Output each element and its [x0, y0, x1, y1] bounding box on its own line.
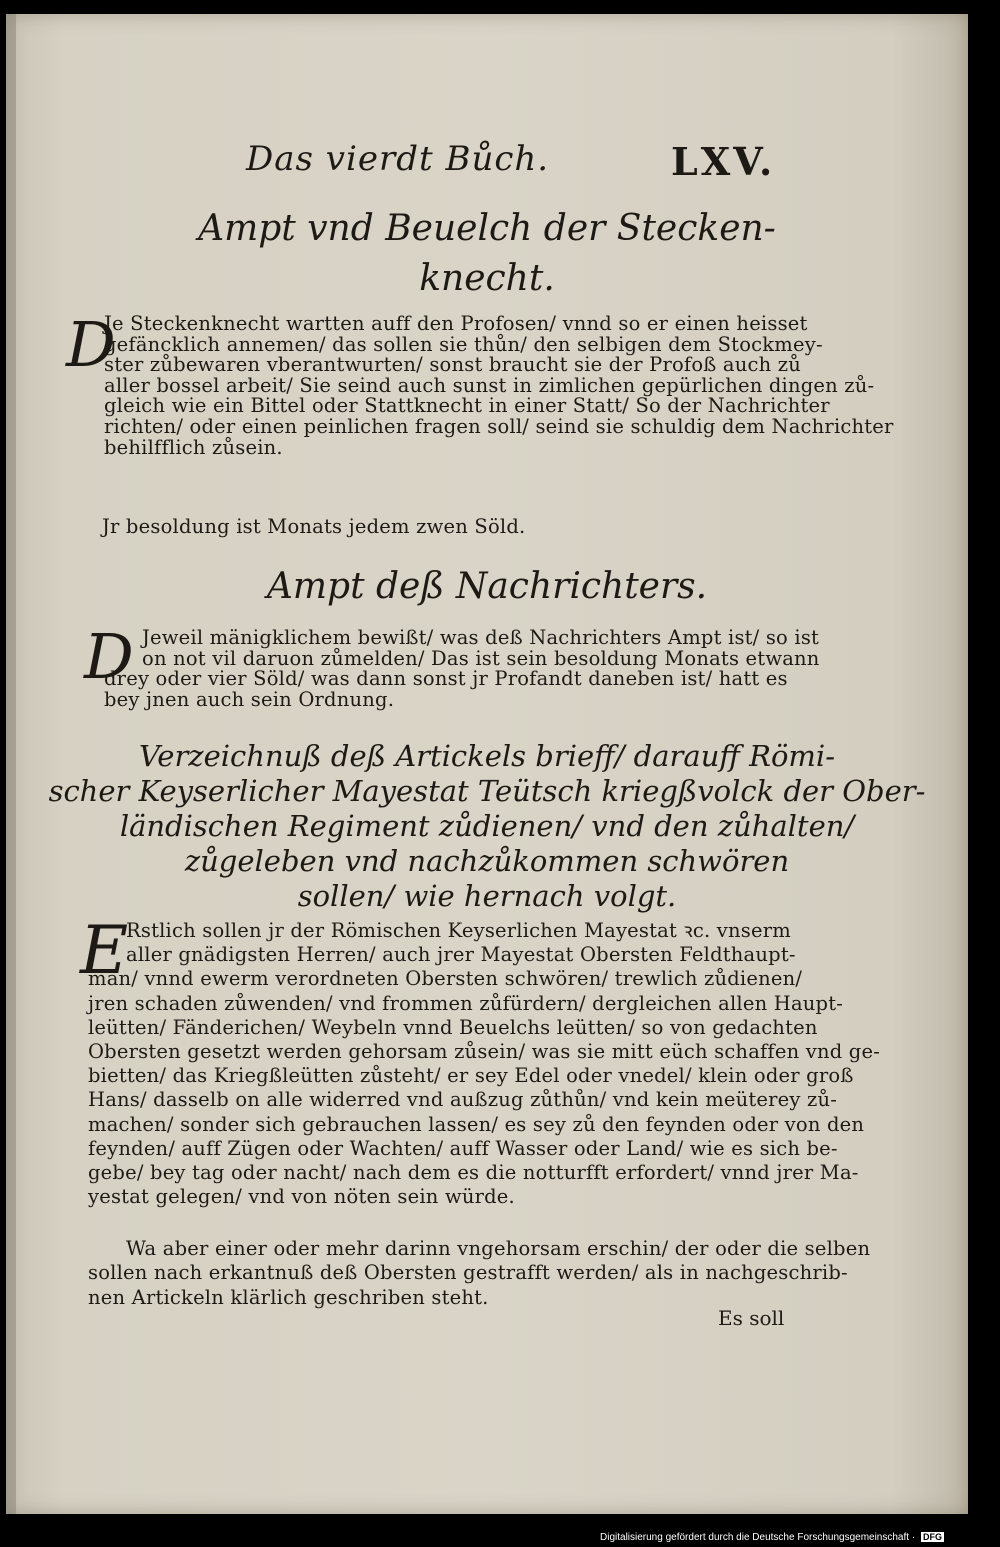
heading-line: ländischen Regiment zůdienen/ vnd den zůhalten/ — [119, 809, 855, 843]
heading-line: zůgeleben vnd nachzůkommen schwören — [184, 844, 790, 878]
digitization-credit — [600, 1532, 944, 1543]
heading-line: Verzeichnuß deß Artickels brieff/ darauff Römi- — [139, 739, 835, 773]
drop-cap: D — [84, 620, 134, 693]
section3-paragraph-2 — [88, 1237, 870, 1310]
heading-line: sollen/ wie hernach volgt. — [297, 879, 677, 913]
text-line: gleich wie ein Bittel oder Stattknecht in einer Statt/ So der Nachrichter — [104, 394, 830, 418]
section2-heading: Ampt deß Nachrichters. — [266, 566, 708, 607]
heading-line: scher Keyserlicher Mayestat Teütsch kriegßvolck der Ober- — [48, 774, 926, 808]
text-line: aller bossel arbeit/ Sie seind auch sunst in zimlichen gepürlichen dingen zů- — [104, 373, 875, 397]
text-line: Wa aber einer oder mehr darinn vngehorsam erschin/ der oder die selben — [126, 1237, 871, 1260]
section1-heading — [6, 204, 968, 304]
text-line: behilfflich zůsein. — [104, 435, 283, 459]
drop-cap: D — [66, 308, 116, 381]
heading-line: knecht. — [419, 258, 555, 299]
folio-number: LXV. — [671, 139, 776, 184]
text-line: bey jnen auch sein Ordnung. — [104, 687, 395, 711]
section1-paragraph — [104, 314, 894, 458]
text-line: Rstlich sollen jr der Römischen Keyserlichen Mayestat ꝛc. vnserm — [126, 919, 791, 942]
dfg-logo: DFG — [922, 1532, 942, 1542]
text-line: jren schaden zůwenden/ vnd frommen zůfürdern/ dergleichen allen Haupt- — [88, 991, 844, 1015]
text-line: feynden/ auff Zügen oder Wachten/ auff Wasser oder Land/ wie es sich be- — [88, 1136, 838, 1160]
text-line: gebe/ bey tag oder nacht/ nach dem es die notturfft erfordert/ vnnd jrer Ma- — [88, 1161, 859, 1185]
text-line: Hans/ dasselb on alle widerred vnd außzug zůthůn/ vnd kein meüterey zů- — [88, 1088, 838, 1112]
text-line: drey oder vier Söld/ was dann sonst jr Profandt daneben ist/ hatt es — [104, 667, 788, 691]
heading-line: Ampt vnd Beuelch der Stecken- — [198, 208, 776, 249]
text-line: sollen nach erkantnuß deß Obersten gestrafft werden/ als in nachgeschrib- — [88, 1261, 848, 1285]
text-line: Je Steckenknecht wartten auff den Profosen/ vnnd so er einen heisset — [104, 312, 808, 335]
text-line: gefäncklich annemen/ das sollen sie thůn/ den selbigen dem Stockmey- — [104, 332, 823, 356]
text-line: bietten/ das Kriegßleütten zůsteht/ er sey Edel oder vnedel/ klein oder groß — [88, 1064, 854, 1088]
text-line: Jr besoldung ist Monats jedem zwen Söld. — [102, 515, 526, 538]
text-line: machen/ sonder sich gebrauchen lassen/ es sey zů den feynden oder von den — [88, 1112, 865, 1136]
drop-cap: E — [80, 912, 129, 989]
text-line: richten/ oder einen peinlichen fragen soll/ seind sie schuldig dem Nachrichter — [104, 414, 894, 438]
section3-paragraph — [88, 919, 880, 1209]
pay-line — [102, 517, 525, 538]
text-line: yestat gelegen/ vnd von nöten sein würde. — [88, 1185, 515, 1209]
text-line: Jeweil mänigklichem bewißt/ was deß Nachrichters Ampt ist/ so ist — [142, 626, 820, 649]
section3-heading — [6, 739, 968, 914]
book-page — [6, 14, 968, 1514]
text-line: Obersten gesetzt werden gehorsam zůsein/ was sie mitt eüch schaffen vnd ge- — [88, 1040, 881, 1064]
catchword: Es soll — [718, 1306, 785, 1330]
text-line: ster zůbewaren vberantwurten/ sonst braucht sie der Profoß auch zů — [104, 353, 801, 377]
credit-text: Digitalisierung gefördert durch die Deutsche Forschungsgemeinschaft · — [600, 1532, 916, 1543]
text-line: nen Artickeln klärlich geschriben steht. — [88, 1285, 489, 1309]
text-line: aller gnädigsten Herren/ auch jrer Mayestat Obersten Feldthaupt- — [126, 943, 796, 967]
running-title: Das vierdt Bůch. — [246, 139, 550, 179]
text-line: on not vil daruon zůmelden/ Das ist sein besoldung Monats etwann — [142, 646, 820, 670]
text-line: man/ vnnd ewerm verordneten Obersten schwören/ trewlich zůdienen/ — [88, 967, 803, 991]
text-line: leütten/ Fänderichen/ Weybeln vnnd Beuelchs leütten/ so von gedachten — [88, 1015, 818, 1039]
section2-paragraph — [104, 628, 820, 710]
